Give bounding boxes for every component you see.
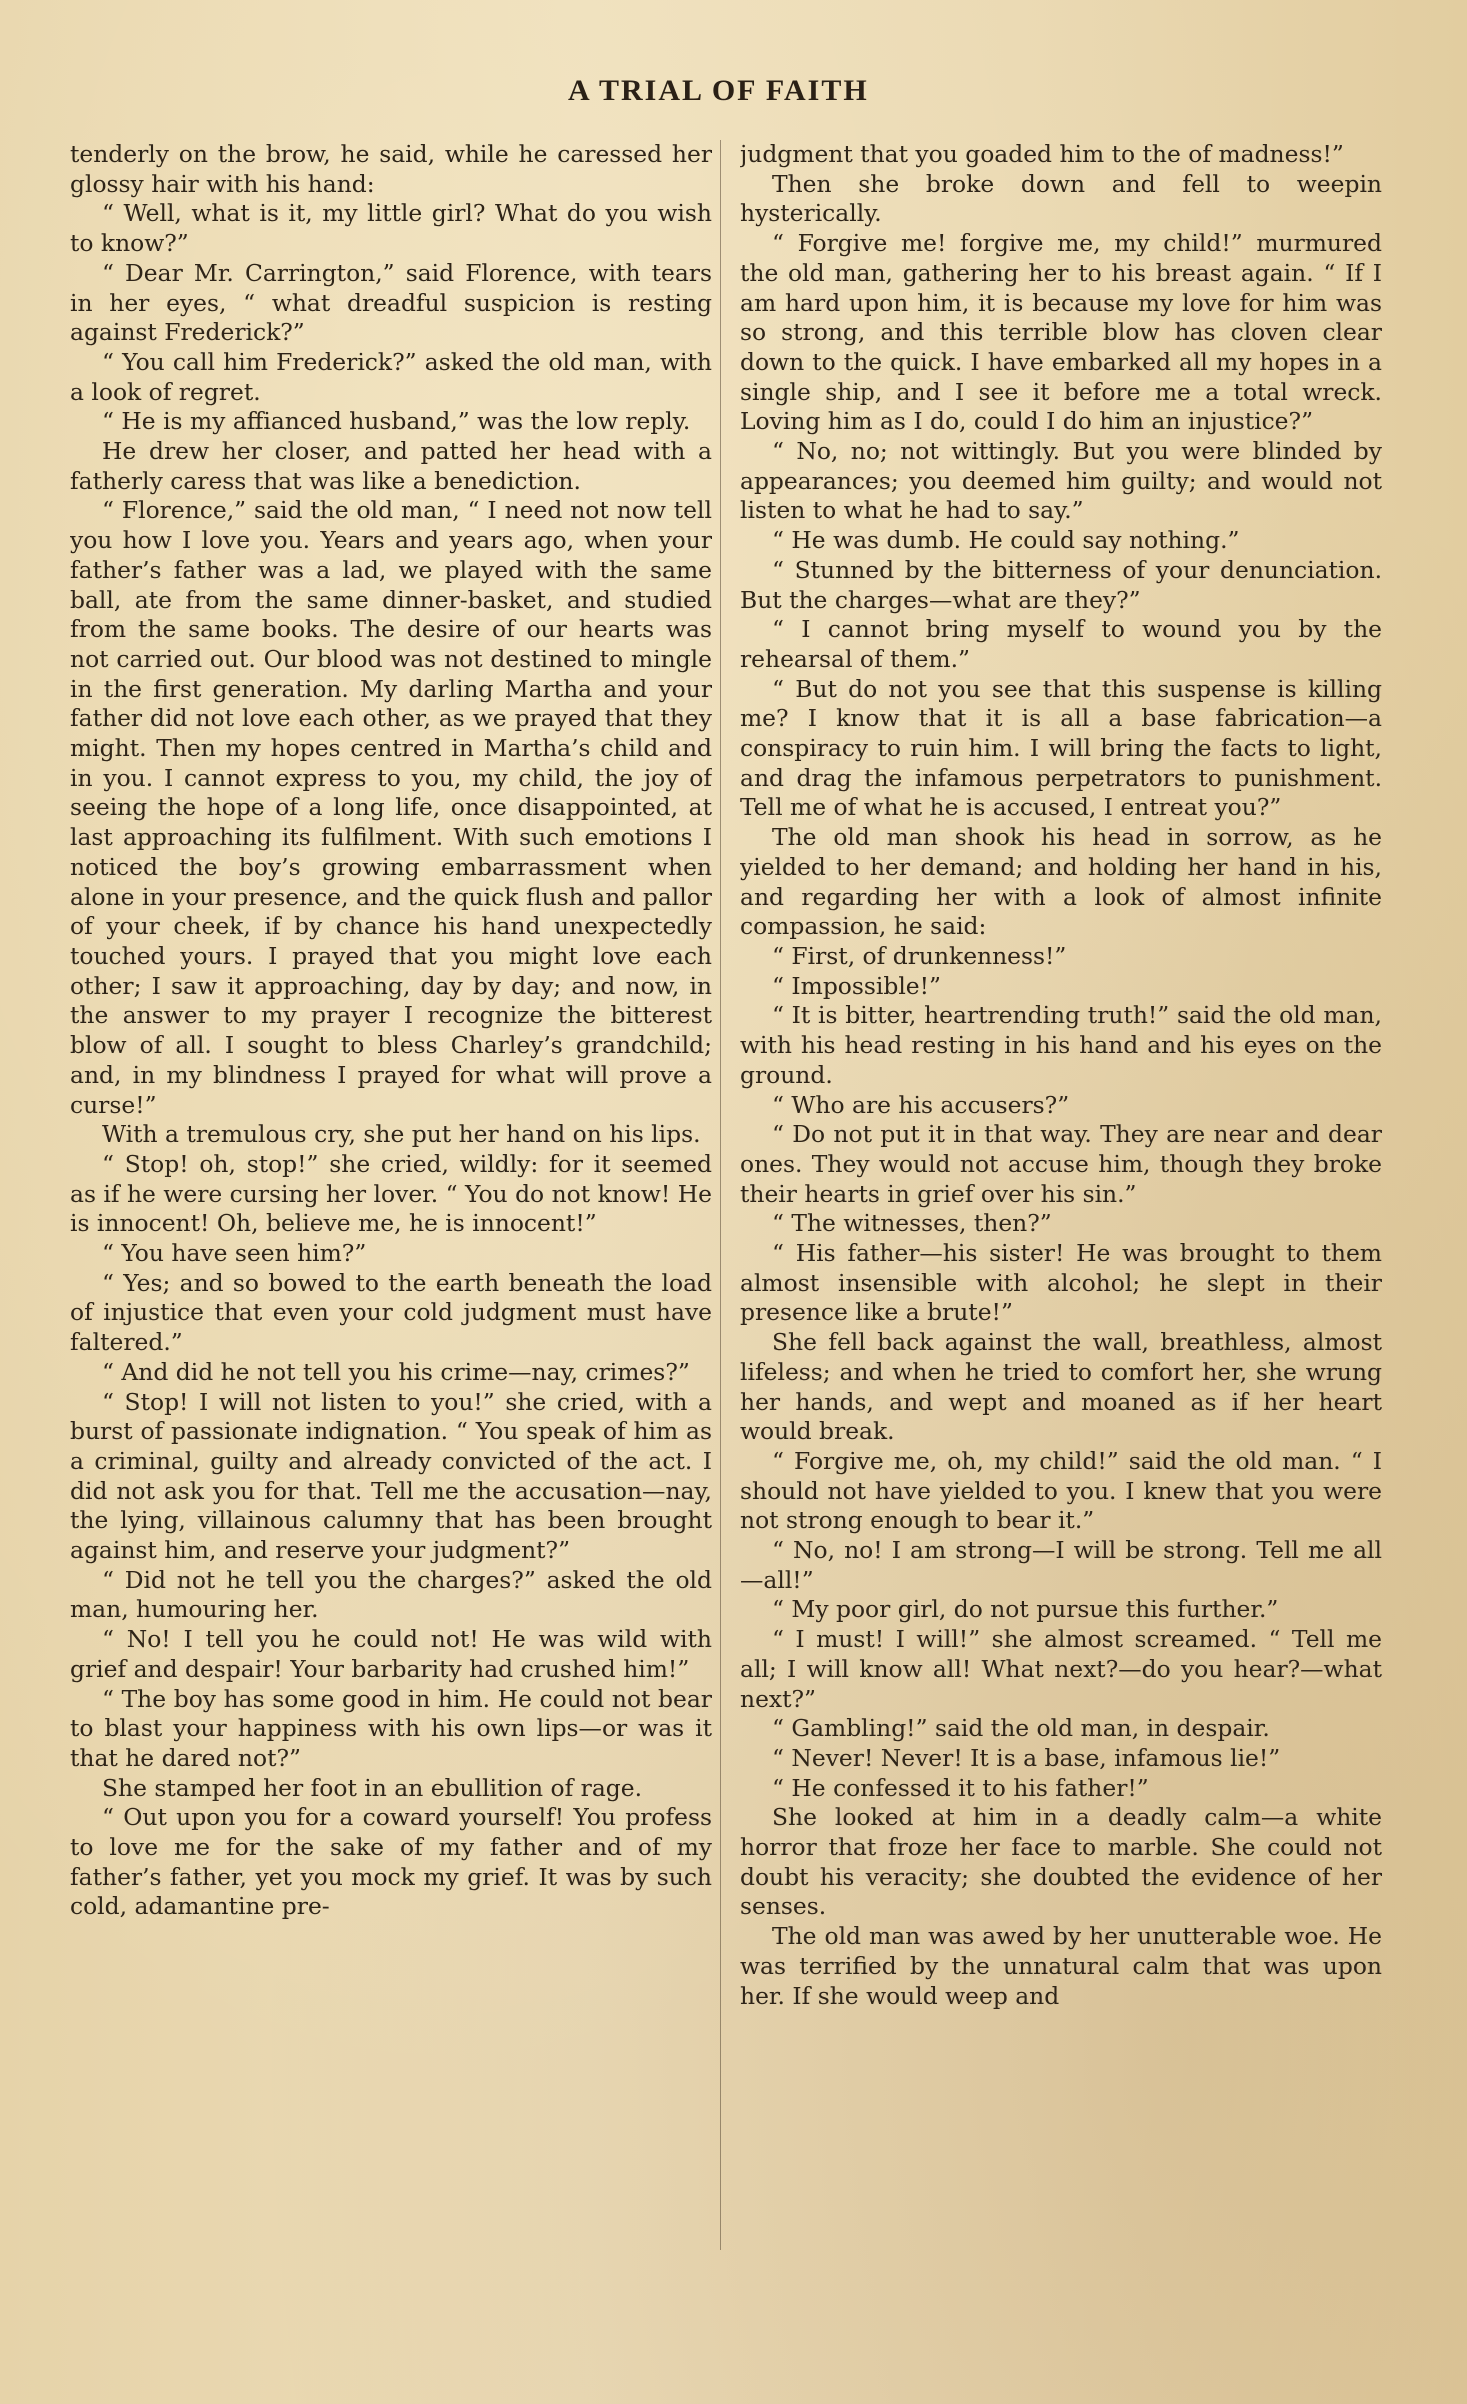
paragraph: “ Never! Never! It is a base, infamous lie!” bbox=[772, 1743, 1281, 1772]
paragraph: The old man shook his head in sorrow, as he yielded to her demand; and holding her hand in his, and regarding her with a look of almost infinite compassion, he said: bbox=[740, 823, 1382, 941]
paragraph: tenderly on the brow, he said, while he caressed her glossy hair with his hand: bbox=[70, 140, 712, 198]
paragraph: “ Stunned by the bitterness of your denunciation. But the charges—what are they?” bbox=[740, 555, 1382, 614]
paragraph: “ First, of drunkenness!” bbox=[772, 941, 1067, 970]
paragraph: “ The boy has some good in him. He could not bear to blast your happiness with his own lips—or was it that he dared not?” bbox=[70, 1684, 712, 1772]
paragraph: “ He was dumb. He could say nothing.” bbox=[772, 526, 1240, 555]
paragraph: “ Dear Mr. Carrington,” said Florence, with tears in her eyes, “ what dreadful suspicion is resting against Frederick?” bbox=[70, 258, 712, 347]
paragraph: She stamped her foot in an ebullition of rage. bbox=[102, 1773, 643, 1802]
paragraph: “ Impossible!” bbox=[772, 971, 942, 1000]
paragraph: “ Out upon you for a coward yourself! You profess to love me for the sake of my father and of my father’s father, yet you mock my grief. It was by such cold, adamantine pre- bbox=[70, 1803, 712, 1921]
paragraph: “ It is bitter, heartrending truth!” said the old man, with his head resting in his hand and his eyes on the ground. bbox=[740, 1001, 1382, 1089]
paragraph: She looked at him in a deadly calm—a white horror that froze her face to marble. She could not doubt his veracity; she doubted the evidence of her senses. bbox=[740, 1803, 1382, 1921]
paragraph: “ The witnesses, then?” bbox=[772, 1209, 1052, 1238]
paragraph: “ Yes; and so bowed to the earth beneath the load of injustice that even your cold judgment must have faltered.” bbox=[70, 1268, 712, 1357]
paragraph: “ I cannot bring myself to wound you by the rehearsal of them.” bbox=[740, 615, 1382, 673]
paragraph: judgment that you goaded him to the of madness!” bbox=[740, 140, 1344, 168]
paragraph: “ My poor girl, do not pursue this further.” bbox=[772, 1595, 1279, 1624]
paragraph: “ I must! I will!” she almost screamed. “ Tell me all; I will know all! What next?—do you hear?—what next?” bbox=[740, 1625, 1382, 1713]
paragraph: “ And did he not tell you his crime—nay, crimes?” bbox=[102, 1357, 690, 1386]
paragraph: “ Forgive me! forgive me, my child!” murmured the old man, gathering her to his breast again. “ If I am hard upon him, it is because my love for him was so strong, and this terrible blow has cloven clear down to the quick. I have embarked all my hopes in a single ship, and I see it before me a total wreck. Loving him as I do, could I do him an injustice?” bbox=[740, 229, 1382, 436]
paragraph: “ Florence,” said the old man, “ I need not now tell you how I love you. Years and years ago, when your father’s father was a lad, we played with the same ball, ate from the same dinner-basket, and studied from the same books. The desire of our hearts was not carried out. Our blood was not destined to mingle in the first generation. My darling Martha and your father did not love each other, as we prayed that they might. Then my hopes centred in Martha’s child and in you. I cannot express to you, my child, the joy of seeing the hope of a long life, once disappointed, at last approaching its fulfilment. With such emotions I noticed the boy’s growing embarrassment when alone in your presence, and the quick flush and pallor of your cheek, if by chance his hand unexpectedly touched yours. I prayed that you might love each other; I saw it approaching, day by day; and now, in the answer to my prayer I recognize the bitterest blow of all. I sought to bless Charley’s grandchild; and, in my blindness I prayed for what will prove a curse!” bbox=[70, 496, 712, 1119]
paragraph: “ He is my affianced husband,” was the low reply. bbox=[102, 407, 691, 436]
paragraph: “ Who are his accusers?” bbox=[772, 1090, 1070, 1119]
running-head: A TRIAL OF FAITH bbox=[568, 74, 869, 107]
paragraph: With a tremulous cry, she put her hand on his lips. bbox=[102, 1120, 701, 1149]
paragraph: “ No, no; not wittingly. But you were blinded by appearances; you deemed him guilty; and would not listen to what he had to say.” bbox=[740, 437, 1382, 525]
paragraph: “ Did not he tell you the charges?” asked the old man, humouring her. bbox=[70, 1565, 712, 1624]
paragraph: “ Do not put it in that way. They are near and dear ones. They would not accuse him, though they broke their hearts in grief over his sin.” bbox=[740, 1120, 1382, 1208]
paragraph: He drew her closer, and patted her head with a fatherly caress that was like a benediction. bbox=[70, 437, 712, 495]
paragraph: “ Well, what is it, my little girl? What do you wish to know?” bbox=[70, 199, 712, 258]
paragraph: “ No! I tell you he could not! He was wild with grief and despair! Your barbarity had crushed him!” bbox=[70, 1625, 712, 1683]
paragraph: “ Forgive me, oh, my child!” said the old man. “ I should not have yielded to you. I knew that you were not strong enough to bear it.” bbox=[740, 1446, 1382, 1535]
paragraph: “ Gambling!” said the old man, in despair. bbox=[772, 1714, 1270, 1743]
paragraph: She fell back against the wall, breathless, almost lifeless; and when he tried to comfort her, she wrung her hands, and wept and moaned as if her heart would break. bbox=[740, 1328, 1382, 1446]
paragraph: “ You call him Frederick?” asked the old man, with a look of regret. bbox=[70, 347, 712, 406]
left-text-column bbox=[70, 140, 712, 2256]
paragraph: “ Stop! I will not listen to you!” she cried, with a burst of passionate indignation. “ You speak of him as a criminal, guilty and already convicted of the act. I did not ask you for that. Tell me the accusation—nay, the lying, villainous calumny that has been brought against him, and reserve your judgment?” bbox=[70, 1387, 712, 1565]
right-text-column bbox=[740, 140, 1382, 2256]
paragraph: “ No, no! I am strong—I will be strong. Tell me all—all!” bbox=[740, 1536, 1382, 1594]
paragraph: “ His father—his sister! He was brought to them almost insensible with alcohol; he slept in their presence like a brute!” bbox=[740, 1239, 1382, 1327]
paragraph: “ Stop! oh, stop!” she cried, wildly: for it seemed as if he were cursing her lover. “ You do not know! He is innocent! Oh, believe me, he is innocent!” bbox=[70, 1149, 712, 1238]
paragraph: Then she broke down and fell to weepin hysterically. bbox=[740, 169, 1382, 228]
column-rule bbox=[720, 140, 721, 2250]
paragraph: “ He confessed it to his father!” bbox=[772, 1773, 1149, 1802]
paragraph: “ You have seen him?” bbox=[102, 1239, 367, 1268]
paragraph: “ But do not you see that this suspense is killing me? I know that it is all a base fabrication—a conspiracy to ruin him. I will bring the facts to light, and drag the infamous perpetrators to punishment. Tell me of what he is accused, I entreat you?” bbox=[740, 674, 1382, 822]
paragraph: The old man was awed by her unutterable woe. He was terrified by the unnatural calm that was upon her. If she would weep and bbox=[740, 1922, 1382, 2010]
